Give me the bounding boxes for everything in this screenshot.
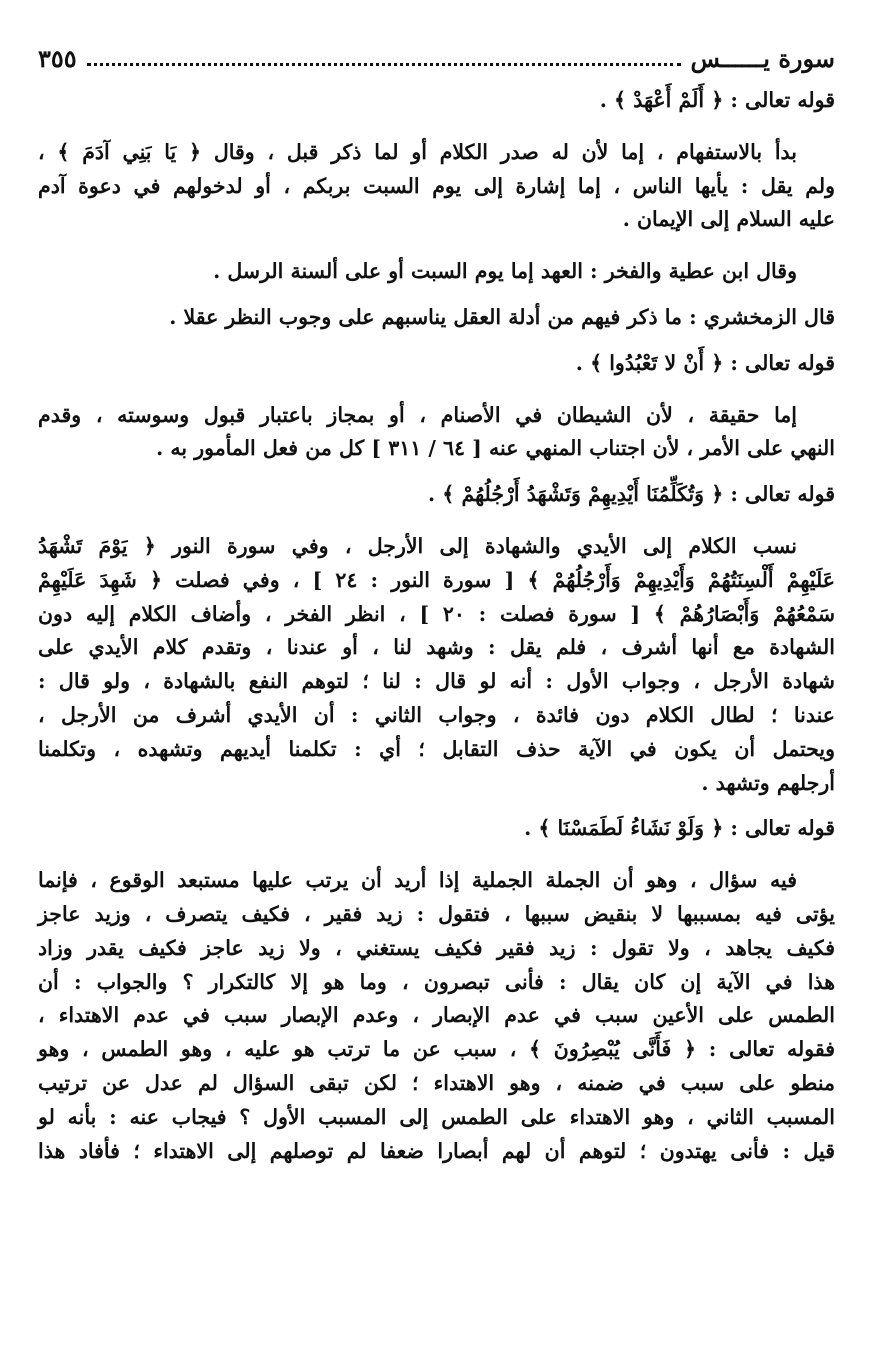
- text-line: شهادة الأرجل ، وجواب الأول : أنه لو قال : لنا ؛ لتوهم النفع بالشهادة ، ولو قال :: [38, 669, 835, 694]
- paragraph-2: [38, 255, 835, 289]
- verse-heading-3: قوله تعالى : ﴿ وَتُكَلِّمُنَا أَيْدِيهِمْ وَتَشْهَدُ أَرْجُلُهُمْ ﴾ .: [428, 482, 835, 507]
- paragraph-5: [38, 530, 835, 800]
- text-line: قيل : فأنى يهتدون ؛ لتوهم أن لهم أبصارا ضعفا لم توصلهم إلى الاهتداء ؛ فأفاد هذا: [38, 1138, 835, 1163]
- page-number: ٣٥٥: [38, 43, 77, 73]
- text-line: النهي على الأمر ، لأن اجتناب المنهي عنه [ ٦٤ / ٣١١ ] كل من فعل المأمور به .: [156, 436, 835, 461]
- text-line: ويحتمل أن يكون في الآية حذف التقابل ؛ أي : تكلمنا أيديهم وتشهده ، وتكلمنا: [38, 736, 835, 761]
- text-line: الطمس على الأعين سبب في عدم الإبصار ، وعدم الإبصار سبب في عدم الاهتداء ،: [38, 1003, 835, 1028]
- paragraph-6: [38, 864, 835, 1168]
- text-line: عليه السلام إلى الإيمان .: [622, 207, 835, 232]
- verse-heading-4: قوله تعالى : ﴿ وَلَوْ نَشَاءُ لَطَمَسْنَا ﴾ .: [524, 816, 835, 841]
- text-line: أرجلهم وتشهد .: [701, 770, 835, 795]
- text-line: فقوله تعالى : ﴿ فَأَنَّى يُبْصِرُونَ ﴾ ، سبب عن ما ترتب هو عليه ، وهو الطمس ، وهو: [38, 1037, 835, 1062]
- running-header: [38, 40, 835, 76]
- sura-title: سورة يــــــس: [690, 43, 835, 73]
- verse-heading-1: قوله تعالى : ﴿ أَلَمْ أَعْهَدْ ﴾ .: [599, 88, 835, 112]
- text-line: نسب الكلام إلى الأيدي والشهادة إلى الأرجل ، وفي سورة النور ﴿ يَوْمَ تَشْهَدُ: [38, 533, 797, 558]
- text-line: عَلَيْهِمْ أَلْسِنَتُهُمْ وَأَيْدِيهِمْ وَأَرْجُلُهُمْ ﴾ [ سورة النور : ٢٤ ] ، وفي فصلت ﴿ شَهِدَ عَلَيْهِمْ: [38, 567, 835, 592]
- text-line: إما حقيقة ، لأن الشيطان في الأصنام ، أو بمجاز باعتبار قبول وسوسته ، وقدم: [38, 402, 797, 427]
- text-line: فكيف يجاهد ، ولا تقول : زيد فقير فكيف يستغني ، ولا زيد عاجز فكيف يقدر وزاد: [38, 935, 835, 960]
- page-body: [38, 84, 835, 1168]
- text-line: سَمْعُهُمْ وَأَبْصَارُهُمْ ﴾ [ سورة فصلت : ٢٠ ] ، انظر الفخر ، وأضاف الكلام إليه دون: [38, 601, 836, 626]
- text-line: عندنا ؛ لطال الكلام دون فائدة ، وجواب الثاني : أن الأيدي أشرف من الأرجل ،: [38, 702, 835, 727]
- paragraph-1: [38, 136, 835, 237]
- text-line: المسبب الثاني ، وهو الاهتداء على الطمس إلى المسبب الأول ؟ فيجاب عنه : بأنه لو: [38, 1104, 835, 1129]
- text-line: ولم يقل : يأيها الناس ، إما إشارة إلى يوم السبت بربكم ، أو لدخولهم في دعوة آدم: [38, 173, 835, 198]
- paragraph-4: [38, 399, 835, 467]
- paragraph-3: [38, 301, 835, 335]
- text-line: وقال ابن عطية والفخر : العهد إما يوم السبت أو على ألسنة الرسل .: [213, 259, 797, 284]
- text-line: الشهادة مع أنها أشرف ، فلم يقل : وشهد لنا ، أو عندنا ، وتقدم كلام الأيدي على: [38, 635, 835, 660]
- text-line: هذا في الآية إن كان يقال : فأنى تبصرون ، وما هو إلا كالتكرار ؟ والجواب : أن: [38, 969, 835, 994]
- text-line: يؤتى فيه بمسببها لا بنقيض سببها ، فتقول : زيد فقير ، فكيف يتصرف ، وزيد عاجز: [38, 901, 835, 926]
- dotted-leader: [87, 63, 681, 66]
- text-line: فيه سؤال ، وهو أن الجملة الجملية إذا أريد أن يرتب عليها مستبعد الوقوع ، فإنما: [38, 868, 797, 893]
- text-line: منطو على سبب في ضمنه ، وهو الاهتداء ؛ لكن تبقى السؤال لم عدل عن ترتيب: [38, 1070, 835, 1095]
- text-line: قال الزمخشري : ما ذكر فيهم من أدلة العقل يناسبهم على وجوب النظر عقلا .: [169, 304, 835, 329]
- verse-heading-2: قوله تعالى : ﴿ أَنْ لا تَعْبُدُوا ﴾ .: [575, 350, 835, 375]
- text-line: بدأ بالاستفهام ، إما لأن له صدر الكلام أو لما ذكر قبل ، وقال ﴿ يَا بَنِي آدَمَ ﴾ ،: [38, 139, 797, 164]
